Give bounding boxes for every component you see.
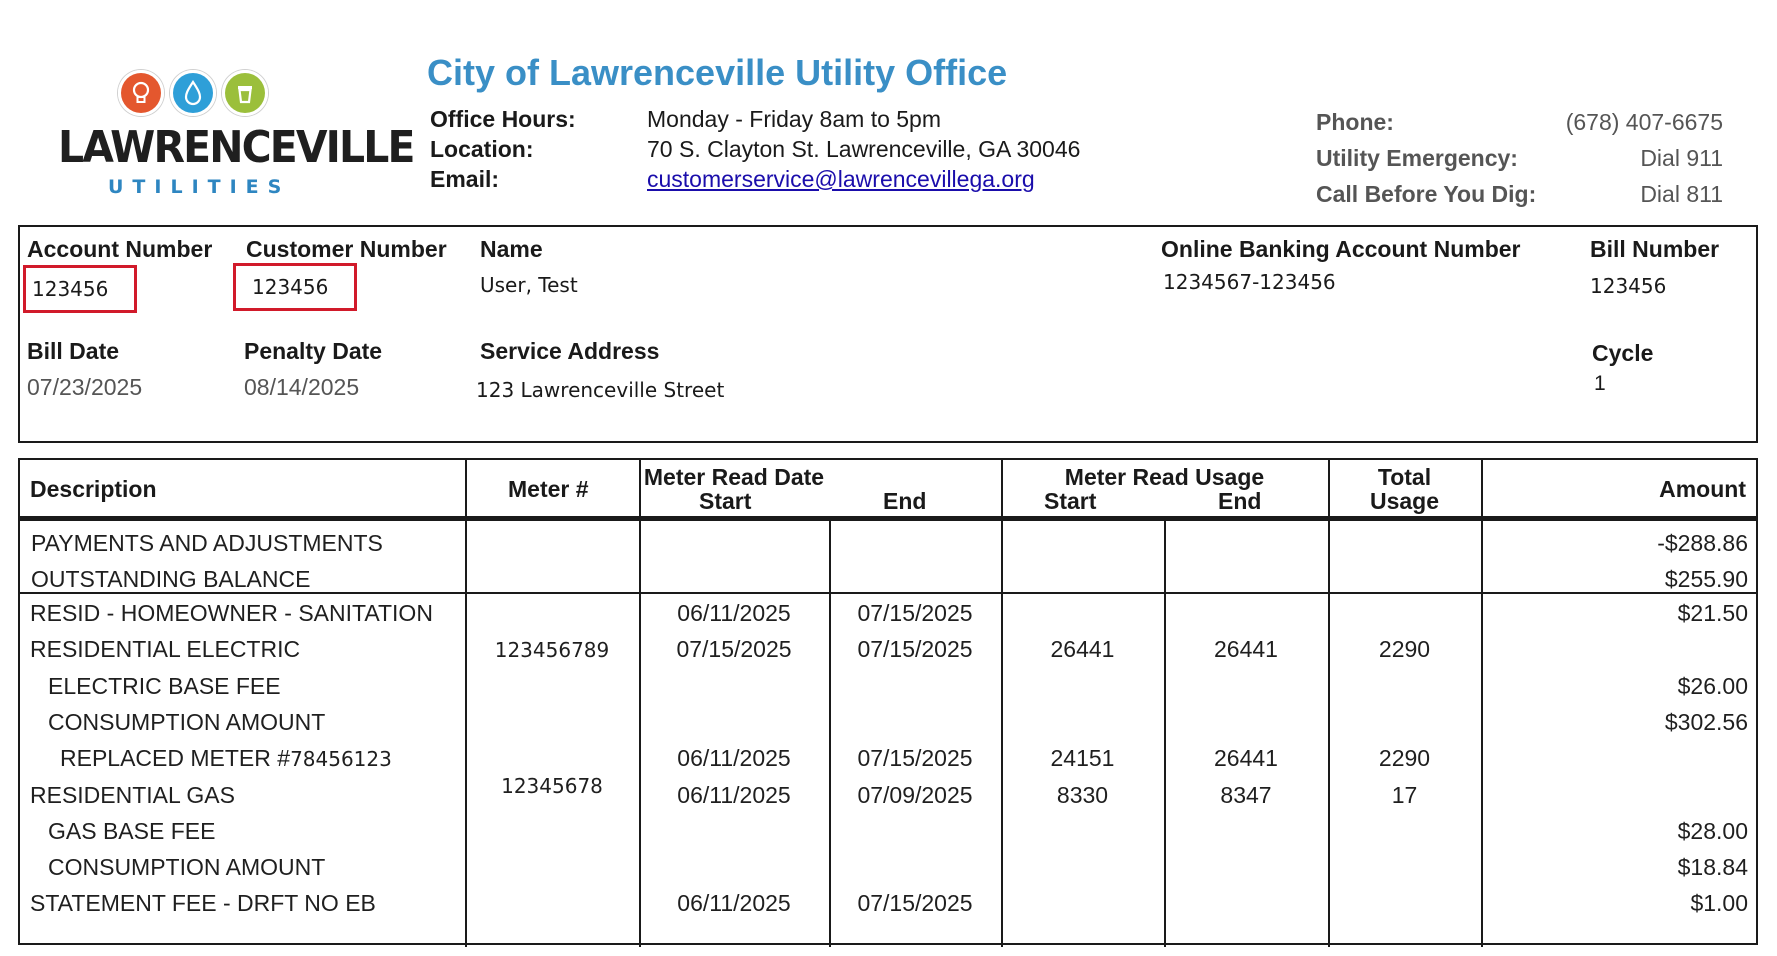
row-usage-start: 8330 bbox=[1056, 782, 1109, 808]
header-total: Total bbox=[1377, 464, 1432, 490]
header-divider bbox=[20, 516, 1756, 521]
phone-value: (678) 407-6675 bbox=[1565, 109, 1723, 135]
row-date-start: 06/11/2025 bbox=[677, 745, 791, 771]
bill-number-label: Bill Number bbox=[1590, 236, 1720, 262]
row-description: REPLACED METER #78456123 bbox=[60, 745, 392, 771]
row-date-end: 07/15/2025 bbox=[857, 890, 973, 916]
office-title: City of Lawrenceville Utility Office bbox=[427, 52, 1008, 93]
logo-subtitle: UTILITIES bbox=[108, 176, 291, 198]
office-hours-label: Office Hours: bbox=[430, 106, 576, 132]
header-usage-end: End bbox=[1218, 488, 1262, 514]
row-usage-start: 24151 bbox=[1050, 745, 1115, 771]
header-meter: Meter # bbox=[508, 476, 589, 502]
header-amount: Amount bbox=[1659, 476, 1746, 502]
row-date-end: 07/15/2025 bbox=[857, 600, 973, 626]
phone-label: Phone: bbox=[1316, 109, 1394, 135]
summary-amount: $255.90 bbox=[1664, 566, 1748, 592]
cycle-label: Cycle bbox=[1592, 340, 1654, 366]
row-description: CONSUMPTION AMOUNT bbox=[48, 854, 326, 880]
row-usage-end: 26441 bbox=[1214, 636, 1278, 662]
contact-labels bbox=[1316, 104, 1536, 212]
row-usage-end: 8347 bbox=[1220, 782, 1272, 808]
name-label: Name bbox=[480, 236, 543, 262]
row-date-start: 06/11/2025 bbox=[677, 600, 791, 626]
row-amount: $302.56 bbox=[1664, 709, 1748, 735]
lawrenceville-utilities-logo bbox=[58, 70, 414, 198]
office-hours-value: Monday - Friday 8am to 5pm bbox=[647, 106, 942, 132]
contact-values bbox=[1566, 104, 1723, 212]
service-address-value: 123 Lawrenceville Street bbox=[476, 378, 725, 402]
row-description: RESIDENTIAL GAS bbox=[30, 782, 235, 808]
col-divider bbox=[1328, 460, 1330, 947]
row-amount: $18.84 bbox=[1677, 854, 1748, 880]
row-usage-start: 26441 bbox=[1050, 636, 1115, 662]
lightbulb-icon bbox=[118, 70, 164, 116]
col-divider bbox=[1001, 460, 1003, 947]
header-read-usage: Meter Read Usage bbox=[1064, 464, 1265, 490]
row-amount: $1.00 bbox=[1690, 890, 1748, 916]
col-divider bbox=[829, 518, 831, 947]
summary-amount: -$288.86 bbox=[1657, 530, 1748, 556]
summary-description: OUTSTANDING BALANCE bbox=[31, 566, 311, 592]
emergency-label: Utility Emergency: bbox=[1316, 145, 1518, 171]
col-divider bbox=[639, 460, 641, 947]
penalty-date-value: 08/14/2025 bbox=[244, 374, 360, 400]
office-info-labels bbox=[430, 104, 576, 194]
row-description: GAS BASE FEE bbox=[48, 818, 216, 844]
header-usage-start: Start bbox=[1044, 488, 1097, 514]
account-number-value: 123456 bbox=[32, 277, 109, 301]
header-usage: Usage bbox=[1369, 488, 1440, 514]
customer-number-label: Customer Number bbox=[246, 236, 447, 262]
customer-number-value: 123456 bbox=[252, 275, 329, 299]
email-label: Email: bbox=[430, 166, 500, 192]
row-amount: $28.00 bbox=[1677, 818, 1748, 844]
row-description: STATEMENT FEE - DRFT NO EB bbox=[30, 890, 376, 916]
service-address-label: Service Address bbox=[480, 338, 660, 364]
col-divider bbox=[465, 460, 467, 947]
water-drop-icon bbox=[170, 70, 216, 116]
header-date-end: End bbox=[883, 488, 927, 514]
bill-date-value: 07/23/2025 bbox=[27, 374, 143, 400]
row-date-start: 06/11/2025 bbox=[677, 890, 791, 916]
row-total-usage: 17 bbox=[1391, 782, 1418, 808]
row-description: CONSUMPTION AMOUNT bbox=[48, 709, 326, 735]
penalty-date-label: Penalty Date bbox=[244, 338, 383, 364]
meter-number: 123456789 bbox=[494, 638, 610, 662]
cycle-value: 1 bbox=[1594, 372, 1606, 395]
online-banking-value: 1234567-123456 bbox=[1163, 270, 1336, 294]
dig-label: Call Before You Dig: bbox=[1316, 181, 1537, 207]
office-info-values bbox=[647, 104, 1080, 194]
meter-number: 12345678 bbox=[501, 774, 603, 798]
replaced-meter-number: 78456123 bbox=[290, 747, 392, 771]
col-divider bbox=[1164, 518, 1166, 947]
name-value: User, Test bbox=[480, 273, 578, 297]
header-description: Description bbox=[30, 476, 157, 502]
row-date-end: 07/15/2025 bbox=[857, 745, 973, 771]
emergency-value: Dial 911 bbox=[1640, 145, 1723, 171]
account-number-label: Account Number bbox=[27, 236, 213, 262]
charges-table bbox=[18, 458, 1758, 945]
header-read-date: Meter Read Date bbox=[643, 464, 825, 490]
account-info-box bbox=[18, 225, 1758, 443]
bill-date-label: Bill Date bbox=[27, 338, 120, 364]
row-total-usage: 2290 bbox=[1378, 745, 1431, 771]
row-total-usage: 2290 bbox=[1378, 636, 1431, 662]
row-usage-end: 26441 bbox=[1214, 745, 1278, 771]
trash-can-icon bbox=[222, 70, 268, 116]
row-date-start: 06/11/2025 bbox=[677, 782, 791, 808]
bill-number-value: 123456 bbox=[1590, 274, 1667, 298]
logo-wordmark: LAWRENCEVILLE bbox=[58, 122, 414, 173]
online-banking-label: Online Banking Account Number bbox=[1161, 236, 1521, 262]
location-label: Location: bbox=[430, 136, 534, 162]
row-date-end: 07/09/2025 bbox=[857, 782, 973, 808]
row-description: RESIDENTIAL ELECTRIC bbox=[30, 636, 301, 662]
email-link[interactable]: customerservice@lawrencevillega.org bbox=[647, 166, 1035, 192]
header-date-start: Start bbox=[699, 488, 752, 514]
location-value: 70 S. Clayton St. Lawrenceville, GA 30046 bbox=[647, 136, 1081, 162]
row-description: ELECTRIC BASE FEE bbox=[48, 673, 281, 699]
row-date-start: 07/15/2025 bbox=[676, 636, 792, 662]
row-description: RESID - HOMEOWNER - SANITATION bbox=[30, 600, 433, 626]
row-date-end: 07/15/2025 bbox=[857, 636, 973, 662]
summary-description: PAYMENTS AND ADJUSTMENTS bbox=[31, 530, 383, 556]
row-amount: $21.50 bbox=[1677, 600, 1748, 626]
row-amount: $26.00 bbox=[1677, 673, 1748, 699]
dig-value: Dial 811 bbox=[1640, 181, 1723, 207]
